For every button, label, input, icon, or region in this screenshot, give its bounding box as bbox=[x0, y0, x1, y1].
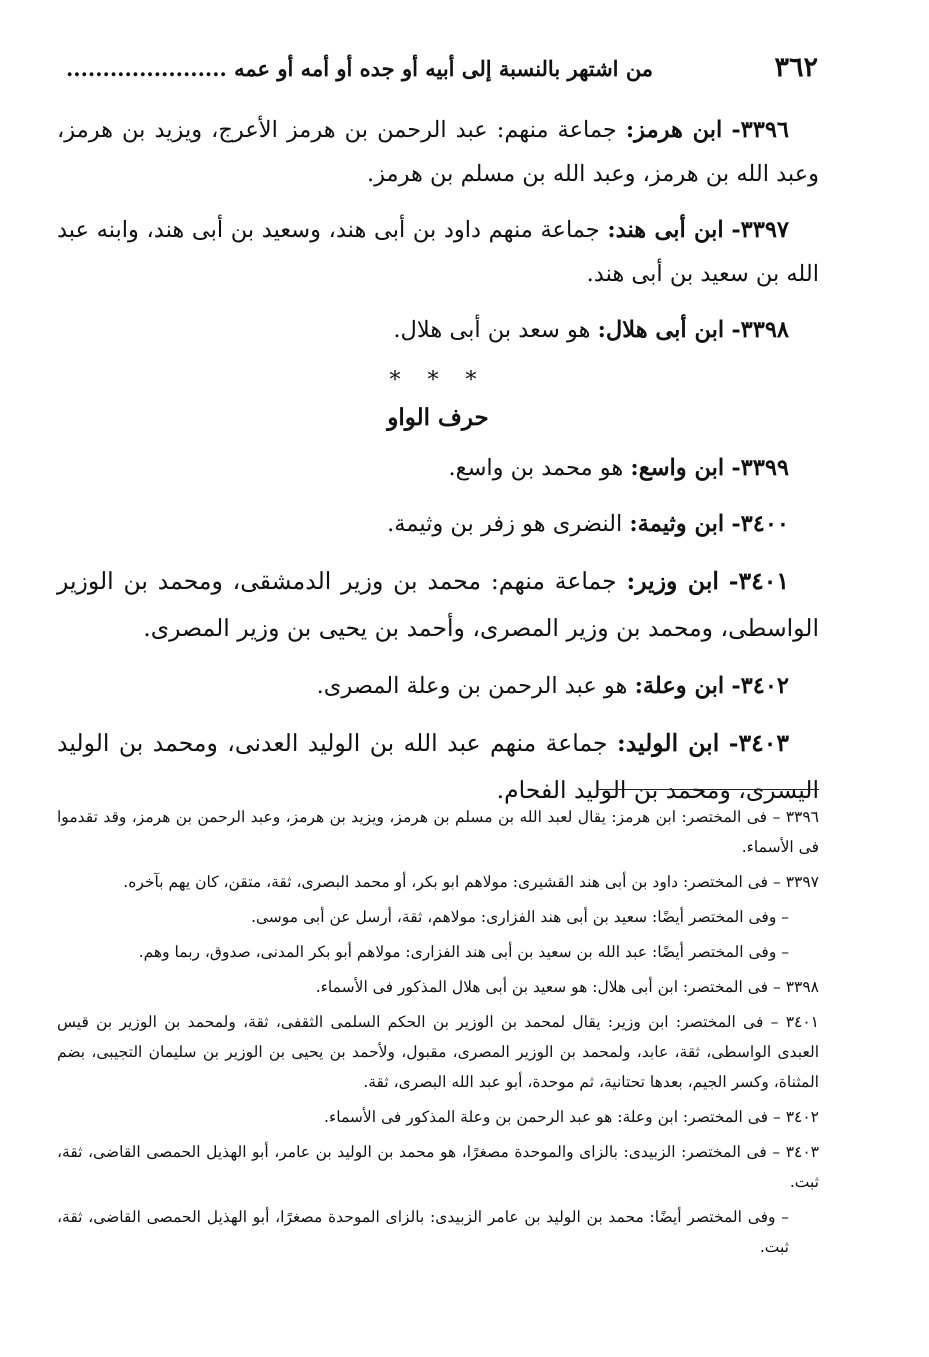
footnote-continuation bbox=[57, 902, 819, 932]
entry-number: ٣٤٠٢- bbox=[731, 673, 789, 699]
footnote-text: – وفى المختصر أيضًا: سعيد بن أبى هند الفزارى: مولاهم، ثقة، أرسل عن أبى موسى. bbox=[250, 908, 789, 926]
footnote bbox=[57, 972, 819, 1002]
entry-text: هو عبد الرحمن بن وعلة المصرى. bbox=[316, 673, 635, 699]
footnote bbox=[57, 1137, 819, 1197]
entry-text: جماعة منهم: محمد بن وزير الدمشقى، ومحمد بن الوزير الواسطى، ومحمد بن وزير المصرى، وأحمد بن يحيى بن وزير المصرى. bbox=[57, 567, 819, 642]
main-text bbox=[57, 108, 819, 826]
page-header bbox=[66, 52, 818, 83]
footnote-divider bbox=[598, 789, 819, 790]
footnote bbox=[57, 1102, 819, 1132]
footnote-text: – فى المختصر: داود بن أبى هند القشيرى: مولاهم ابو بكر، أو محمد البصرى، ثقة، متقن، كان يهم بآخره. bbox=[123, 873, 786, 891]
entry bbox=[57, 308, 819, 352]
entry-text: هو سعد بن أبى هلال. bbox=[393, 317, 598, 343]
entry-number: ٣٣٩٨- bbox=[731, 317, 789, 343]
entry bbox=[57, 558, 819, 652]
footnote-number: ٣٣٩٨ bbox=[785, 978, 819, 996]
footnote-text: – فى المختصر: ابن أبى هلال: هو سعيد بن أبى هلال المذكور فى الأسماء. bbox=[315, 978, 786, 996]
footnote-text: – فى المختصر: ابن وعلة: هو عبد الرحمن بن وعلة المذكور فى الأسماء. bbox=[324, 1108, 786, 1126]
footnote-text: – فى المختصر: الزبيدى: بالزاى والموحدة مصغرًا، هو محمد بن الوليد بن عامر، أبو الهذيل الحمصى القاضى، ثقة، ثبت. bbox=[57, 1143, 819, 1191]
footnote bbox=[57, 1007, 819, 1097]
entry-text: النضرى هو زفر بن وثيمة. bbox=[387, 511, 630, 537]
entry-number: ٣٤٠٣- bbox=[728, 729, 789, 757]
entry-number: ٣٣٩٧- bbox=[731, 217, 789, 243]
entry-name: ابن وعلة: bbox=[634, 673, 725, 699]
entry-name: ابن أبى هلال: bbox=[597, 317, 725, 343]
footnote-text: – وفى المختصر أيضًا: عبد الله بن سعيد بن أبى هند الفزارى: مولاهم أبو بكر المدنى، صدوق، ربما وهم. bbox=[138, 943, 789, 961]
entry-number: ٣٤٠١- bbox=[728, 567, 789, 595]
entry-name: ابن وزير: bbox=[626, 567, 719, 595]
footnote bbox=[57, 867, 819, 897]
footnote-continuation bbox=[57, 1202, 819, 1262]
entry-name: ابن واسع: bbox=[630, 455, 725, 481]
entry-number: ٣٣٩٩- bbox=[731, 455, 789, 481]
entry bbox=[57, 720, 819, 814]
entry bbox=[57, 108, 819, 196]
entry bbox=[57, 664, 819, 708]
footnotes bbox=[57, 802, 819, 1267]
footnote-number: ٣٤٠٣ bbox=[785, 1143, 819, 1161]
entry-name: ابن هرمز: bbox=[625, 117, 723, 143]
entry bbox=[57, 502, 819, 546]
entry-number: ٣٣٩٦- bbox=[731, 117, 790, 143]
entry-name: ابن وثيمة: bbox=[629, 511, 725, 537]
section-ornament: * * * bbox=[389, 368, 487, 393]
entry bbox=[57, 446, 819, 490]
footnote-text: – فى المختصر: ابن هرمز: يقال لعبد الله بن مسلم بن هرمز، ويزيد بن هرمز، وعبد الرحمن بن هرمز، وقد تقدموا فى الأسماء. bbox=[57, 808, 819, 856]
entry-name: ابن أبى هند: bbox=[607, 217, 724, 243]
footnote-number: ٣٤٠٢ bbox=[785, 1108, 819, 1126]
entry-name: ابن الوليد: bbox=[617, 729, 720, 757]
footnote-number: ٣٣٩٦ bbox=[785, 808, 819, 826]
footnote-text: – فى المختصر: ابن وزير: يقال لمحمد بن الوزير بن الحكم السلمى الثقفى، ثقة، ولمحمد بن الوزير بن قيس العبدى الواسطى، ثقة، عابد، ولمحمد بن الوزير المصرى، مقبول، ولأحمد بن يحيى بن الوزير بن سليمان التجيبى، بضم المثناة، وكسر الجيم، بعدها تحتانية، ثم موحدة، أبو عبد الله البصرى، ثقة. bbox=[57, 1013, 819, 1091]
footnote-text: – وفى المختصر أيضًا: محمد بن الوليد بن عامر الزبيدى: بالزاى الموحدة مصغرًا، أبو الهذيل الحمصى القاضى، ثقة، ثبت. bbox=[57, 1208, 789, 1256]
entry-number: ٣٤٠٠- bbox=[731, 511, 789, 537]
section-title: حرف الواو bbox=[387, 404, 489, 431]
entry-text: جماعة منهم: عبد الرحمن بن هرمز الأعرج، ويزيد بن هرمز، وعبد الله بن هرمز، وعبد الله بن مسلم بن هرمز. bbox=[57, 117, 819, 187]
entry-text: جماعة منهم داود بن أبى هند، وسعيد بن أبى هند، وابنه عبد الله بن سعيد بن أبى هند. bbox=[57, 217, 819, 287]
running-head: من اشتهر بالنسبة إلى أبيه أو جده أو أمه أو عمه ...................... bbox=[66, 56, 654, 81]
footnote-number: ٣٣٩٧ bbox=[785, 873, 819, 891]
entry-text: هو محمد بن واسع. bbox=[448, 455, 631, 481]
entry-text: جماعة منهم عبد الله بن الوليد العدنى، ومحمد بن الوليد اليسرى، ومحمد بن الوليد الفحام. bbox=[57, 729, 819, 804]
page-number: ٣٦٢ bbox=[774, 52, 818, 83]
footnote-continuation bbox=[57, 937, 819, 967]
entry bbox=[57, 208, 819, 296]
footnote bbox=[57, 802, 819, 862]
footnote-number: ٣٤٠١ bbox=[785, 1013, 819, 1031]
